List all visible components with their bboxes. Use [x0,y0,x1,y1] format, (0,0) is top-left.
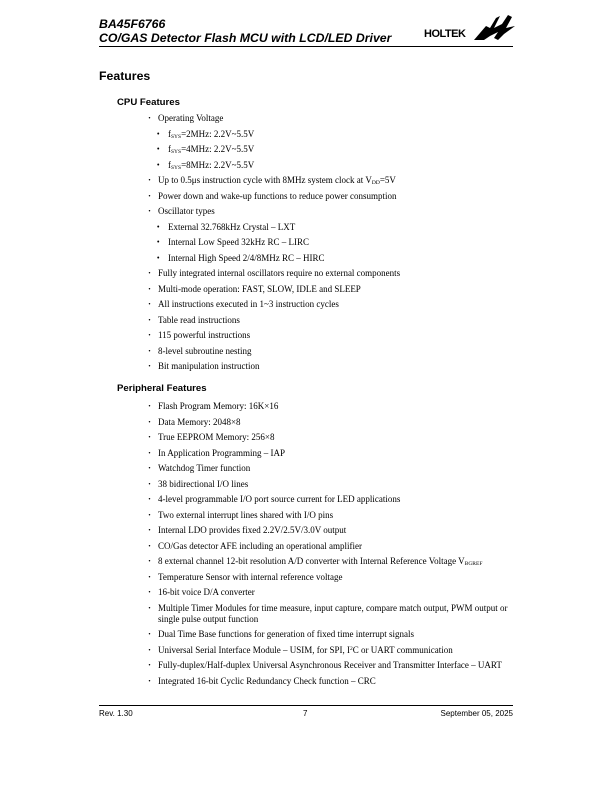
list-item [148,463,518,474]
list-item [148,361,518,372]
list-item [148,541,518,552]
item-text: f [168,144,171,154]
item-text: 8 external channel 12-bit resolution A/D converter with Internal Reference Voltage V [158,556,465,566]
list-item [148,645,518,656]
footer-rule [99,705,513,706]
list-item [148,401,518,412]
item-text: In Application Programming – IAP [158,447,285,458]
sub-list-item [148,129,518,140]
sub-list-item [148,237,518,248]
item-text: Fully-duplex/Half-duplex Universal Asynchronous Receiver and Transmitter Interface – UART [158,660,502,670]
list-item [148,494,518,505]
list-item [148,510,518,521]
list-item [148,556,518,567]
item-text: CO/Gas detector AFE including an operational amplifier [158,540,362,551]
item-text: Temperature Sensor with internal reference voltage [158,571,343,582]
page-number: 7 [303,709,308,718]
list-item [148,113,518,124]
superscript: 2 [349,645,353,652]
list-item [148,572,518,583]
list-item [148,284,518,295]
header-rule [99,46,513,47]
item-text: Bit manipulation instruction [158,361,260,371]
list-item [148,206,518,217]
list-item [148,587,518,598]
sub-list-item [148,222,518,233]
item-text: Table read instructions [158,314,240,325]
subscript: SYS [171,164,182,171]
subscript: SYS [171,149,182,155]
item-text: Watchdog Timer function [158,463,251,473]
item-text: C or UART communication [352,644,453,655]
item-text: =8MHz: 2.2V~5.5V [181,159,255,170]
item-text: True EEPROM Memory: 256×8 [158,432,275,442]
item-text: f [168,128,171,139]
list-item [148,299,518,310]
item-text: Oscillator types [158,206,215,216]
svg-text:HOLTEK: HOLTEK [424,28,466,40]
list-item [148,191,518,202]
item-text: Internal Low Speed 32kHz RC – LIRC [168,237,309,247]
item-text: Up to 0.5μs instruction cycle with 8MHz system clock at V [158,175,372,185]
peripheral-features-heading: Peripheral Features [117,383,207,394]
item-text: Dual Time Base functions for generation of fixed time interrupt signals [158,629,414,639]
item-text: Data Memory: 2048×8 [158,416,241,427]
list-item [148,175,518,186]
item-text: Multiple Timer Modules for time measure, input capture, compare match output, PWM output or single pulse output function [158,602,508,624]
item-text: Internal LDO provides fixed 2.2V/2.5V/3.0V output [158,525,347,535]
item-text: =2MHz: 2.2V~5.5V [181,128,255,139]
subscript: DD [371,180,380,186]
item-text: Operating Voltage [158,113,224,123]
list-item [148,603,518,625]
list-item [148,448,518,459]
list-item [148,346,518,357]
list-item [148,676,518,687]
item-text: 8-level subroutine nesting [158,345,252,356]
item-text: 16-bit voice D/A converter [158,587,255,597]
peripheral-features-list [148,401,518,691]
cpu-features-list [148,113,518,377]
list-item [148,660,518,671]
list-item [148,525,518,536]
sub-list-item [148,160,518,171]
item-text: Fully integrated internal oscillators require no external components [158,268,401,278]
item-text: f [168,159,171,170]
list-item [148,417,518,428]
list-item [148,268,518,279]
item-text: 38 bidirectional I/O lines [158,478,249,489]
holtek-logo [424,14,516,42]
item-text: Multi-mode operation: FAST, SLOW, IDLE and SLEEP [158,283,361,294]
item-text: Two external interrupt lines shared with I/O pins [158,509,334,520]
item-text: Power down and wake-up functions to reduce power consumption [158,190,397,201]
section-title: Features [99,69,151,83]
item-text: 115 powerful instructions [158,330,251,340]
item-text: =4MHz: 2.2V~5.5V [181,144,255,154]
subscript: SYS [171,133,182,140]
item-text: Integrated 16-bit Cyclic Redundancy Check function – CRC [158,675,376,686]
cpu-features-heading: CPU Features [117,97,180,108]
document-header [99,17,391,45]
list-item [148,629,518,640]
item-text: =5V [379,175,396,185]
part-number: BA45F6766 [99,17,166,31]
item-text: Internal High Speed 2/4/8MHz RC – HIRC [168,252,325,263]
sub-list-item [148,253,518,264]
list-item [148,479,518,490]
list-item [148,432,518,443]
item-text: 4-level programmable I/O port source current for LED applications [158,494,401,504]
item-text: Flash Program Memory: 16K×16 [158,401,279,411]
list-item [148,330,518,341]
subscript: BGREF [464,561,483,567]
item-text: All instructions executed in 1~3 instruction cycles [158,299,339,309]
document-subtitle: CO/GAS Detector Flash MCU with LCD/LED Driver [99,31,392,45]
sub-list-item [148,144,518,155]
date: September 05, 2025 [440,709,513,718]
revision: Rev. 1.30 [99,709,133,718]
item-text: External 32.768kHz Crystal – LXT [168,221,296,232]
list-item [148,315,518,326]
item-text: Universal Serial Interface Module – USIM, for SPI, I [158,644,350,655]
